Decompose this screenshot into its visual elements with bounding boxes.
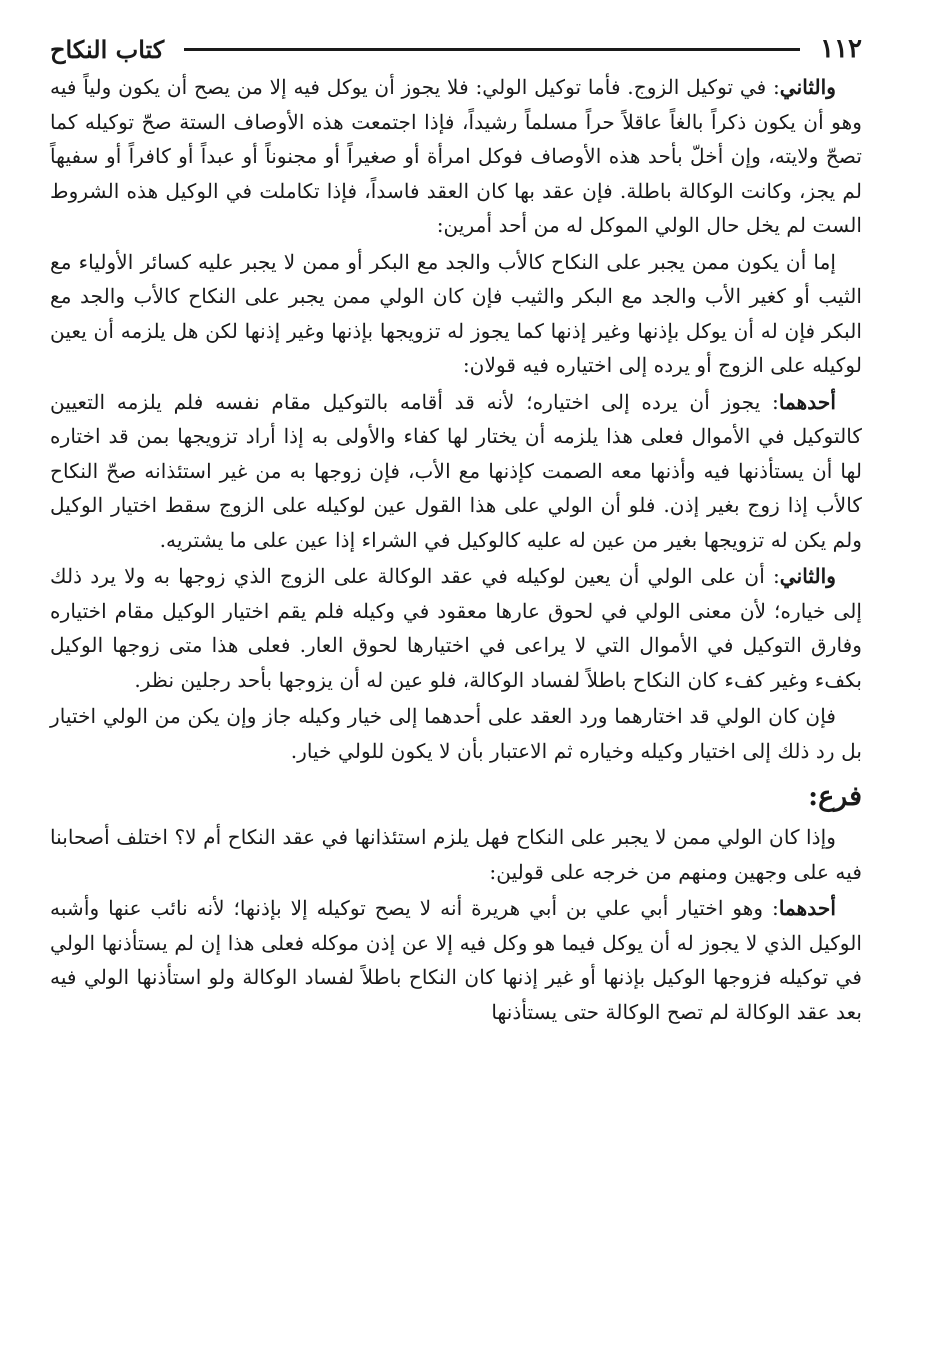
book-title: كتاب النكاح (50, 34, 165, 64)
running-header (50, 28, 862, 70)
paragraph-term: والثاني (779, 564, 836, 588)
section-paragraph-1 (50, 820, 862, 889)
paragraph-2 (50, 245, 862, 383)
paragraph-term: أحدهما (778, 389, 836, 414)
paragraph-text: : في توكيل الزوج. فأما توكيل الولي: فلا يجوز أن يوكل فيه إلا من يصح أن يكون ولياً فيه وهو أن يكون ذكراً بالغاً عاقلاً حراً مسلماً رشيداً، فإذا اجتمعت هذه الأوصاف الستة صحّ توكيله كما تصحّ ولايته، وإن أخلّ بأحد هذه الأوصاف فوكل امرأة أو صغيراً أو مجنوناً أو عبداً أو كافراً أو سفيهاً لم يجز، وكانت الوكالة باطلة. فإن عقد بها كان العقد فاسداً، فإذا تكاملت في الوكيل هذه الشروط الست لم يخل حال الولي الموكل له من أحد أمرين: (50, 75, 862, 237)
paragraph-text: : أن على الولي أن يعين لوكيله في عقد الوكالة على الزوج الذي زوجها به ولا يرد ذلك إلى خياره؛ لأن معنى الولي في لحوق عارها معقود في وكيله فلم يقم اختيار الوكيل مقام اختياره وفارق التوكيل في الأموال التي لا يراعى في اختيارها لحوق العار. فعلى هذا متى زوجها الوكيل بكفء وغير كفء كان النكاح باطلاً لفساد الوكالة، فلو عين له أن يزوجها بأحد رجلين نظر. (50, 564, 862, 692)
page-body (50, 70, 862, 1029)
page-number: ١١٢ (820, 34, 862, 64)
paragraph-text: فإن كان الولي قد اختارهما ورد العقد على أحدهما إلى خيار وكيله جاز وإن يكن من الولي اختيار بل رد ذلك إلى اختيار وكيله وخياره ثم الاعتبار بأن لا يكون للولي خيار. (50, 704, 862, 763)
paragraph-term: أحدهما (778, 896, 836, 920)
paragraph-3 (50, 385, 862, 558)
paragraph-4 (50, 559, 862, 697)
section-heading: فرع: (808, 781, 862, 812)
header-rule (184, 48, 800, 51)
paragraph-text: : يجوز أن يرده إلى اختياره؛ لأنه قد أقامه بالتوكيل مقام نفسه فلم يلزمه التعيين كالتوكيل في الأموال فعلى هذا يلزمه أن يختار لها كفاء والأولى به إذا أراد تزويجها بمن قد اختاره لها أن يستأذنها فيه وأذنها معه الصمت كإذنها مع الأب، فإن زوجها به من غير استئذانه صحّ النكاح كالأب إذا زوج بغير إذن. فلو أن الولي على هذا القول عين لوكيله على الزوج سقط اختيار الوكيل ولم يكن له تزويجها بغير من عين له عليه كالوكيل في الشراء إذا عين على ما يشتريه. (50, 389, 862, 552)
paragraph-1 (50, 70, 862, 243)
paragraph-text: إما أن يكون ممن يجبر على النكاح كالأب والجد مع البكر أو ممن لا يجبر عليه كسائر الأولياء مع الثيب أو كغير الأب والجد مع البكر والثيب فإن كان الولي ممن يجبر على النكاح كالأب والجد مع البكر فإن له أن يوكل بإذنها وغير إذنها كما يجوز له تزويجها بإذنها وغير إذنها لكن هل يلزمه أن يعين لوكيله على الزوج أو يرده إلى اختياره فيه قولان: (50, 249, 862, 377)
section-paragraph-2 (50, 891, 862, 1029)
paragraph-5 (50, 699, 862, 768)
paragraph-text: وإذا كان الولي ممن لا يجبر على النكاح فهل يلزم استئذانها في عقد النكاح أم لا؟ اختلف أصحابنا فيه على وجهين ومنهم من خرجه على قولين: (50, 825, 862, 884)
paragraph-term: والثاني (779, 75, 836, 99)
book-page (50, 28, 862, 1348)
paragraph-text: : وهو اختيار أبي علي بن أبي هريرة أنه لا يصح توكيله إلا بإذنها؛ لأنه نائب عنها وأشبه الوكيل الذي لا يجوز له أن يوكل فيما هو وكل فيه إلا عن إذن موكله فعلى هذا إن لم يستأذنها الولي في توكيله فزوجها الوكيل بإذنها أو غير إذنها كان النكاح باطلاً لفساد الوكالة ولو استأذنها الولي فيه بعد عقد الوكالة لم تصح الوكالة حتى يستأذنها (50, 896, 862, 1024)
